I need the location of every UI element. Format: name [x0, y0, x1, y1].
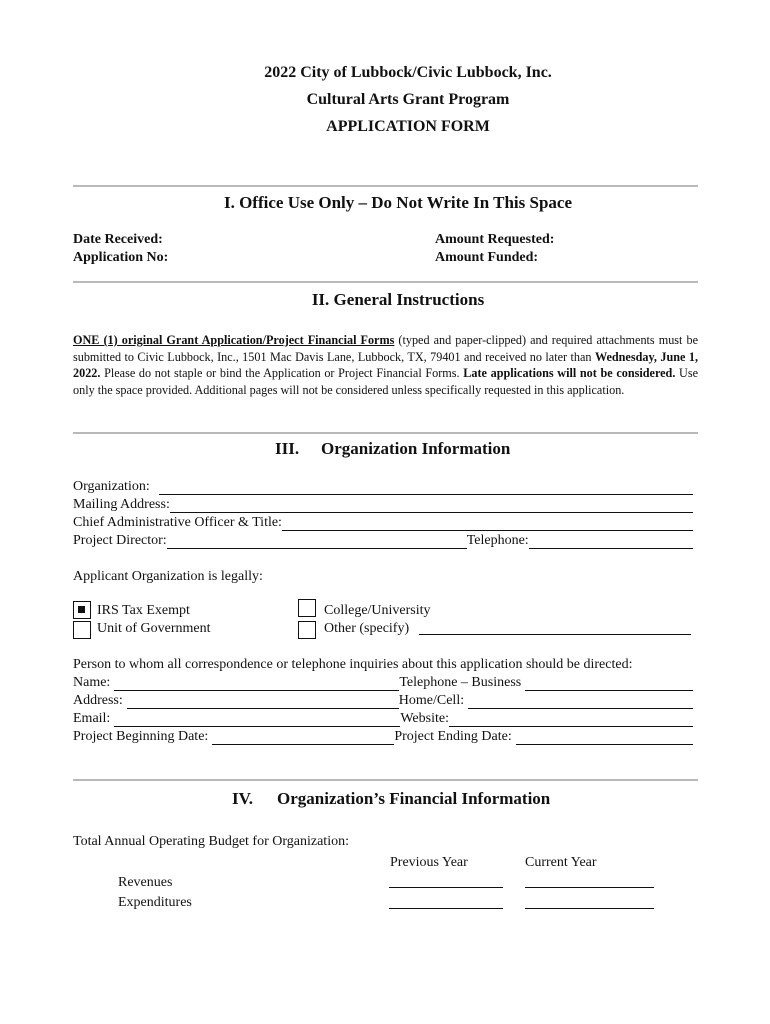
contact-name-row: [73, 673, 693, 691]
form-title-line1: 2022 City of Lubbock/Civic Lubbock, Inc.: [264, 64, 552, 81]
home-cell-label: Home/Cell:: [398, 693, 465, 708]
contact-address-field[interactable]: [127, 694, 399, 709]
expenditures-current-field[interactable]: [525, 908, 654, 909]
irs-tax-exempt-checkbox[interactable]: [73, 601, 91, 619]
project-director-label: Project Director:: [73, 533, 167, 548]
organization-field[interactable]: [159, 480, 693, 495]
divider: [73, 779, 698, 781]
other-specify-checkbox[interactable]: [298, 621, 316, 639]
begin-date-field[interactable]: [212, 730, 394, 745]
instructions-lead: ONE (1) original Grant Application/Project Financial Forms: [73, 333, 395, 347]
section-3-number: III.: [275, 439, 300, 458]
amount-funded-label: Amount Funded:: [435, 250, 539, 265]
end-date-label: Project Ending Date:: [394, 729, 512, 744]
website-field[interactable]: [449, 712, 693, 727]
mailing-address-field[interactable]: [170, 498, 693, 513]
telephone-label: Telephone:: [466, 533, 529, 548]
mailing-address-row: [73, 495, 693, 513]
contact-email-row: [73, 709, 693, 727]
telephone-business-field[interactable]: [525, 676, 693, 691]
divider: [73, 281, 698, 283]
college-university-label: College/University: [324, 603, 431, 618]
revenues-current-field[interactable]: [525, 887, 654, 888]
instructions-text-b: Please do not staple or bind the Application or Project Financial Forms.: [100, 366, 464, 380]
other-specify-field[interactable]: [419, 634, 691, 635]
project-director-row: [73, 531, 693, 549]
previous-year-header: Previous Year: [390, 855, 468, 870]
contact-name-field[interactable]: [114, 676, 399, 691]
end-date-field[interactable]: [516, 730, 693, 745]
chief-officer-label: Chief Administrative Officer & Title:: [73, 515, 282, 530]
chief-officer-row: [73, 513, 693, 531]
revenues-previous-field[interactable]: [389, 887, 503, 888]
unit-of-government-checkbox[interactable]: [73, 621, 91, 639]
application-no-label: Application No:: [73, 250, 169, 265]
contact-address-row: [73, 691, 693, 709]
section-4-number: IV.: [232, 789, 253, 808]
mailing-address-label: Mailing Address:: [73, 497, 170, 512]
college-university-checkbox[interactable]: [298, 599, 316, 617]
organization-label: Organization:: [73, 479, 150, 494]
section-2-title: II. General Instructions: [311, 290, 485, 309]
form-title-line3: APPLICATION FORM: [326, 118, 490, 135]
telephone-business-label: Telephone – Business: [399, 675, 522, 690]
date-received-label: Date Received:: [73, 232, 163, 247]
project-dates-row: [73, 727, 693, 745]
budget-prompt: Total Annual Operating Budget for Organization:: [73, 834, 349, 849]
contact-email-label: Email:: [73, 711, 111, 726]
chief-officer-field[interactable]: [282, 516, 693, 531]
section-3-title: Organization Information: [321, 439, 511, 458]
contact-address-label: Address:: [73, 693, 123, 708]
amount-requested-label: Amount Requested:: [435, 232, 555, 247]
instructions-text-c: Use only the space provided. Additional pages will not be considered unless specifically requested in this application.: [73, 366, 698, 397]
instructions-late-notice: Late applications will not be considered.: [463, 366, 676, 380]
instructions-paragraph: [73, 332, 698, 398]
contact-prompt: Person to whom all correspondence or telephone inquiries about this application should be directed:: [73, 657, 633, 672]
other-specify-label: Other (specify): [324, 621, 410, 636]
contact-name-label: Name:: [73, 675, 111, 690]
current-year-header: Current Year: [525, 855, 597, 870]
begin-date-label: Project Beginning Date:: [73, 729, 209, 744]
expenditures-label: Expenditures: [118, 895, 192, 910]
revenues-label: Revenues: [118, 875, 173, 890]
instructions-deadline: Wednesday, June 1, 2022.: [73, 349, 699, 380]
organization-row: [73, 477, 693, 495]
contact-email-field[interactable]: [114, 712, 400, 727]
telephone-field[interactable]: [529, 534, 693, 549]
instructions-text-a: (typed and paper-clipped) and required attachments must be submitted to Civic Lubbock, Inc., 1501 Mac Davis Lane, Lubbock, TX, 79401 and received no later than: [73, 333, 698, 364]
project-director-field[interactable]: [167, 534, 467, 549]
irs-tax-exempt-label: IRS Tax Exempt: [97, 603, 190, 618]
divider: [73, 432, 698, 434]
website-label: Website:: [400, 711, 449, 726]
expenditures-previous-field[interactable]: [389, 908, 503, 909]
section-1-title: I. Office Use Only – Do Not Write In This Space: [223, 193, 573, 212]
unit-of-government-label: Unit of Government: [97, 621, 211, 636]
legal-status-prompt: Applicant Organization is legally:: [73, 569, 263, 584]
home-cell-field[interactable]: [468, 694, 693, 709]
form-title-line2: Cultural Arts Grant Program: [306, 91, 510, 108]
section-4-title: Organization’s Financial Information: [277, 789, 551, 808]
divider: [73, 185, 698, 187]
